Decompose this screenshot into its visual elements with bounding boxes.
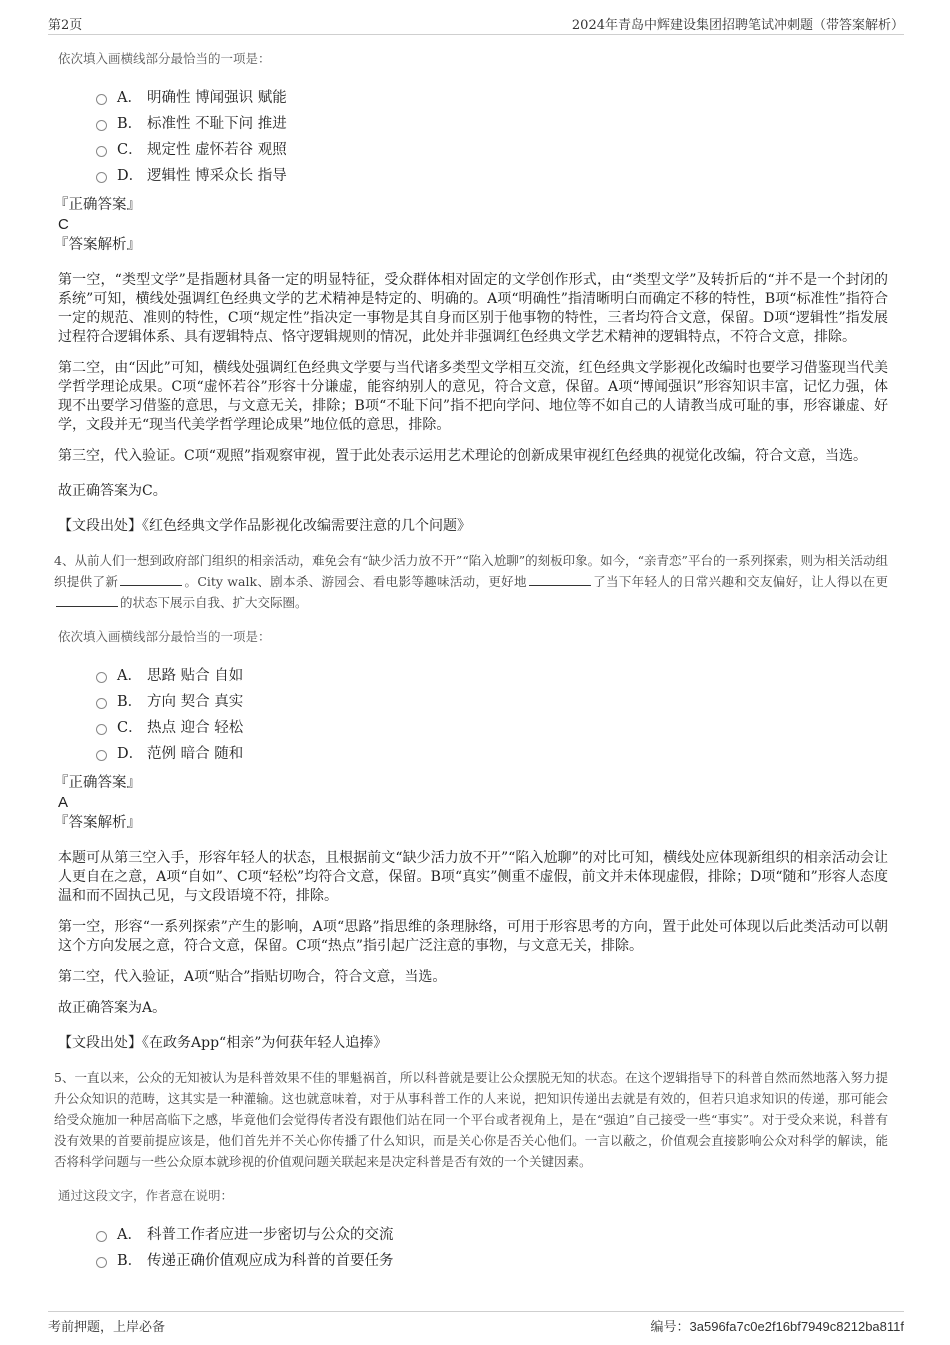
radio-icon[interactable] [96, 172, 107, 183]
radio-icon[interactable] [96, 120, 107, 131]
analysis-paragraph: 故正确答案为C。 [58, 483, 167, 499]
fill-blank [529, 573, 591, 586]
q4-option-d[interactable]: D． 范例 暗合 随和 [96, 741, 888, 767]
radio-icon[interactable] [96, 1231, 107, 1242]
footer-slogan: 考前押题，上岸必备 [48, 1320, 166, 1335]
q5-option-a[interactable]: A． 科普工作者应进一步密切与公众的交流 [96, 1222, 888, 1248]
q3-prompt: 依次填入画横线部分最恰当的一项是： [58, 51, 271, 66]
main-content [54, 44, 888, 1280]
analysis-paragraph: 本题可从第三空入手，形容年轻人的状态，且根据前文“缺少活力放不开”“陷入尬聊”的对比可知，横线处应体现新组织的相亲活动会让人更自在之意，A项“自如”、C项“轻松”均符合文意，保留。B项“真实”侧重不虚假，前文并未体现虚假，排除；D项“随和”形容人态度温和而不固执己见，与文段语境不符，排除。 [58, 850, 888, 904]
radio-icon[interactable] [96, 94, 107, 105]
q5-stem: 5、一直以来，公众的无知被认为是科普效果不佳的罪魁祸首，所以科普就是要让公众摆脱无知的状态。在这个逻辑指导下的科普自然而然地落入努力提升公众知识的范畴，这其实是一种灌输。这也就意味着，对于从事科普工作的人来说，把知识传递出去就是有效的，但若只追求知识的传递，那可能会给受众施加一种居高临下之感，毕竟他们会觉得传者没有跟他们站在同一个平台或者视角上，是在“强迫”自己接受一些“事实”。对于受众来说，科普有没有效果的首要前提应该是，他们首先并不关心你传播了什么知识，而是关心你是否关心他们。一言以蔽之，价值观会直接影响公众对科学的解读，能否将科学问题与一些公众原本就珍视的价值观问题关联起来是决定科普是否有效的一个关键因素。 [54, 1070, 888, 1169]
page-number: 第2页 [48, 18, 83, 33]
document-title: 2024年青岛中辉建设集团招聘笔试冲刺题（带答案解析） [571, 18, 904, 33]
correct-answer-label: 『正确答案』 [54, 775, 141, 791]
page-header [48, 12, 904, 35]
q3-option-a[interactable]: A． 明确性 博闻强识 赋能 [96, 85, 888, 111]
page-footer [48, 1311, 904, 1336]
q3-options [96, 85, 888, 189]
analysis-paragraph: 第三空，代入验证。C项“观照”指观察审视，置于此处表示运用艺术理论的创新成果审视红色经典的视觉化改编，符合文意，当选。 [58, 448, 868, 464]
q3-option-b[interactable]: B． 标准性 不耻下问 推进 [96, 111, 888, 137]
document-id: 编号：3a596fa7c0e2f16bf7949c8212ba811f [650, 1319, 904, 1335]
q4-option-b[interactable]: B． 方向 契合 真实 [96, 689, 888, 715]
radio-icon[interactable] [96, 1257, 107, 1268]
radio-icon[interactable] [96, 672, 107, 683]
q4-option-a[interactable]: A． 思路 贴合 自如 [96, 663, 888, 689]
analysis-label: 『答案解析』 [54, 815, 141, 831]
analysis-paragraph: 故正确答案为A。 [58, 1000, 167, 1016]
analysis-paragraph: 第二空，代入验证，A项“贴合”指贴切吻合，符合文意，当选。 [58, 969, 447, 985]
radio-icon[interactable] [96, 146, 107, 157]
q3-option-c[interactable]: C． 规定性 虚怀若谷 观照 [96, 137, 888, 163]
correct-answer: C [58, 216, 69, 233]
q5-options [96, 1222, 888, 1274]
q4-stem: 4、从前人们一想到政府部门组织的相亲活动，难免会有“缺少活力放不开”“陷入尬聊”的刻板印象。如今，“亲青恋”平台的一系列探索，则为相关活动组织提供了新 。City walk、剧本杀、游园会、看电影等趣味活动，更好地 了当下年轻人的日常兴趣和交友偏好，让人得以在更的状态下展示自我、扩大交际圈。 [54, 553, 888, 610]
analysis-label: 『答案解析』 [54, 237, 141, 253]
q3-option-d[interactable]: D． 逻辑性 博采众长 指导 [96, 163, 888, 189]
source-citation: 【文段出处】《在政务App“相亲”为何获年轻人追捧》 [58, 1035, 388, 1051]
correct-answer-label: 『正确答案』 [54, 197, 141, 213]
analysis-paragraph: 第二空，由“因此”可知，横线处强调红色经典文学要与当代诸多类型文学相互交流，红色经典文学影视化改编时也要学习借鉴现当代美学哲学理论成果。C项“虚怀若谷”形容十分谦虚，能容纳别人的意见，符合文意，保留。A项“博闻强识”形容知识丰富，记忆力强，体现不出要学习借鉴的意思，与文意无关，排除；B项“不耻下问”指不把向学问、地位等不如自己的人请教当成可耻的事，形容谦虚、好学，文段并无“现当代美学哲学理论成果”地位低的意思，排除。 [58, 360, 888, 433]
analysis-paragraph: 第一空，形容“一系列探索”产生的影响，A项“思路”指思维的条理脉络，可用于形容思考的方向，置于此处可体现以后此类活动可以朝这个方向发展之意，符合文意，保留。C项“热点”指引起广泛注意的事物，与文意无关，排除。 [58, 919, 888, 954]
radio-icon[interactable] [96, 750, 107, 761]
q5-prompt: 通过这段文字，作者意在说明： [58, 1188, 234, 1203]
fill-blank [56, 594, 118, 607]
q4-option-c[interactable]: C． 热点 迎合 轻松 [96, 715, 888, 741]
source-citation: 【文段出处】《红色经典文学作品影视化改编需要注意的几个问题》 [58, 518, 471, 534]
radio-icon[interactable] [96, 724, 107, 735]
q5-option-b[interactable]: B． 传递正确价值观应成为科普的首要任务 [96, 1248, 888, 1274]
q4-options [96, 663, 888, 767]
analysis-paragraph: 第一空，“类型文学”是指题材具备一定的明显特征，受众群体相对固定的文学创作形式，由“类型文学”及转折后的“并不是一个封闭的系统”可知，横线处强调红色经典文学的艺术精神是特定的、明确的。A项“明确性”指清晰明白而确定不移的特性，B项“标准性”指符合一定的规范、准则的特性，C项“规定性”指决定一事物是其自身而区别于他事物的特性，三者均符合文意，保留。D项“逻辑性”指发展过程符合逻辑体系、具有逻辑特点、恪守逻辑规则的情况，此处并非强调红色经典文学艺术精神的逻辑特点，不符合文意，排除。 [58, 272, 888, 345]
q4-prompt: 依次填入画横线部分最恰当的一项是： [58, 629, 271, 644]
fill-blank [120, 573, 182, 586]
correct-answer: A [58, 794, 69, 811]
radio-icon[interactable] [96, 698, 107, 709]
